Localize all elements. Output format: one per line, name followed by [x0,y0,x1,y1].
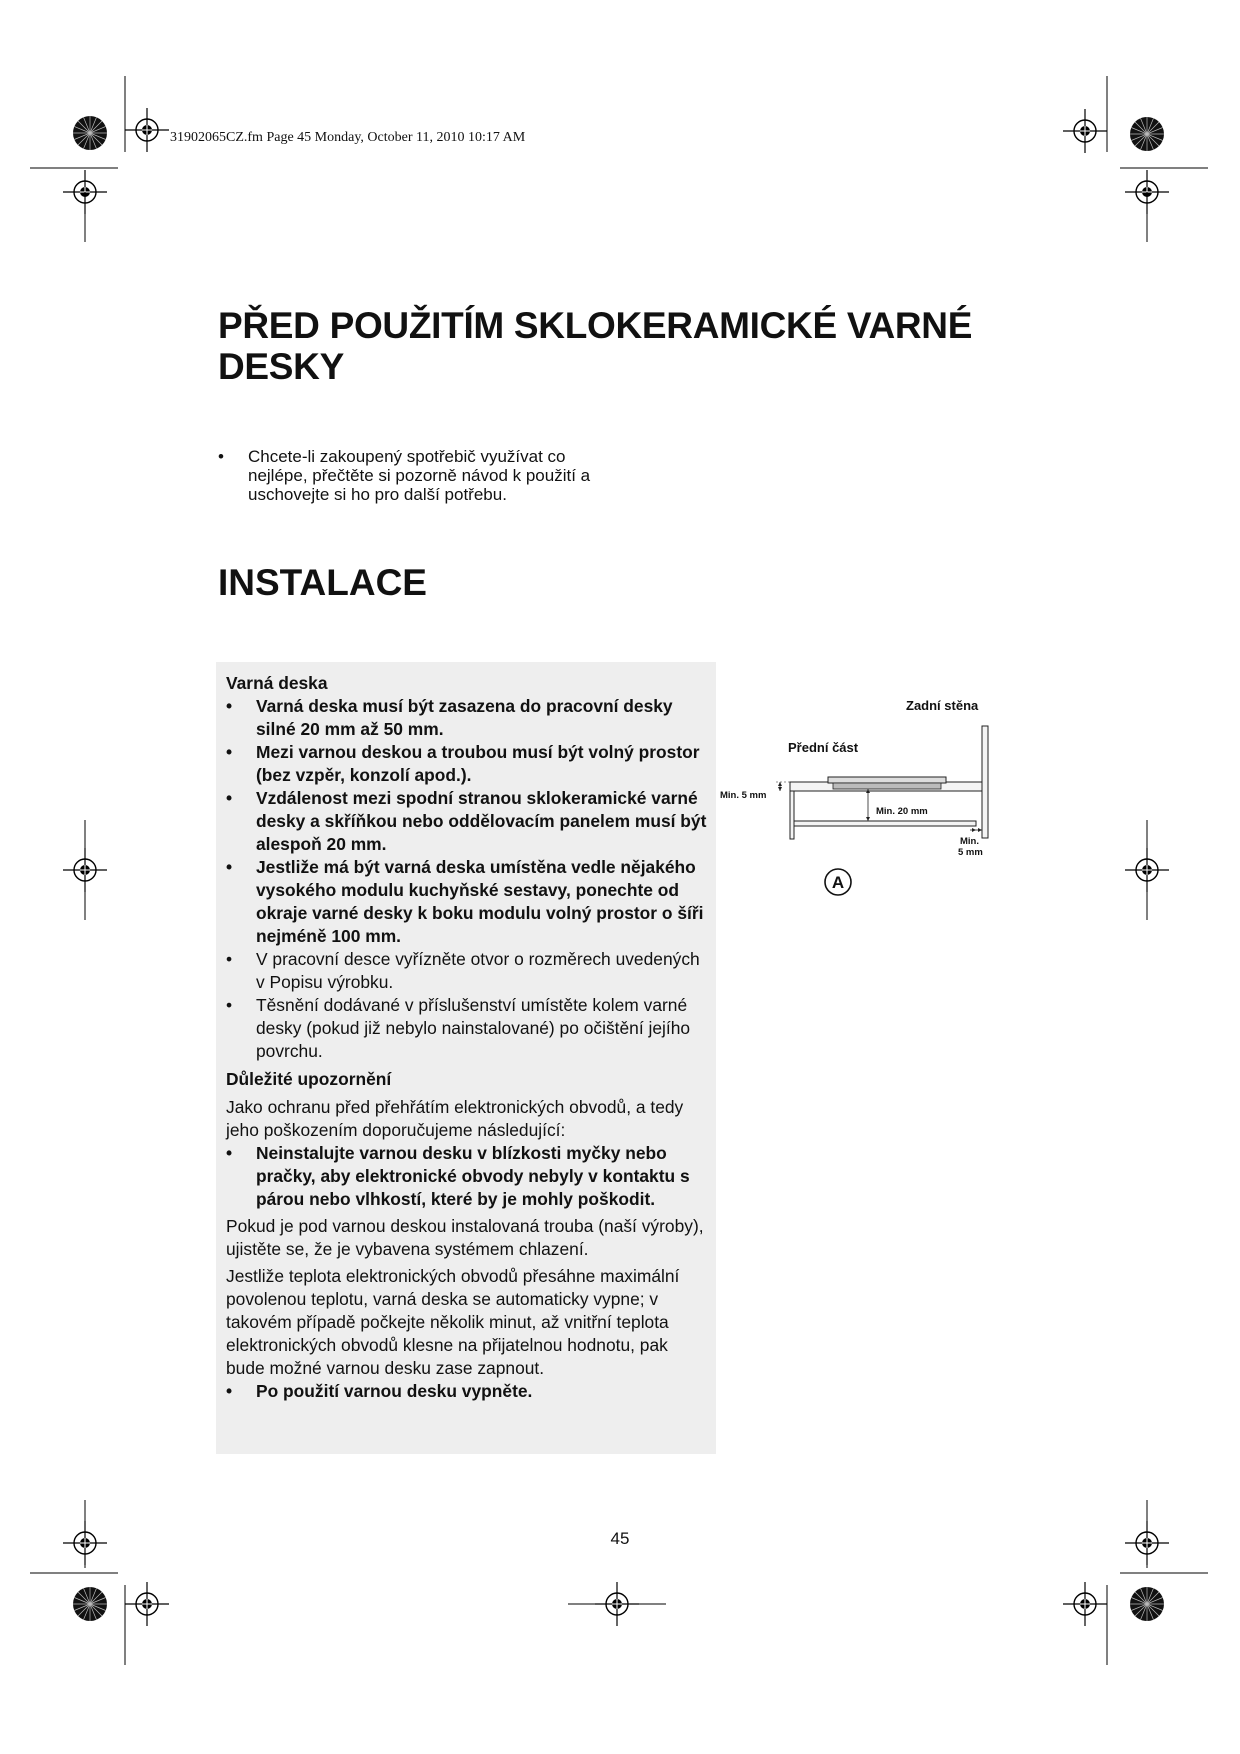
installation-diagram [720,690,1020,905]
list-item: • Neinstalujte varnou desku v blízkosti myčky nebo pračky, aby elektronické obvody nebyly v kontaktu s párou nebo vlhkostí, které by je mohly poškodit. [226,1143,690,1209]
instructions-box [216,662,716,1454]
final-list [226,1380,711,1403]
list-item: • Varná deska musí být zasazena do pracovní desky silné 20 mm až 50 mm. [226,696,673,739]
page-number: 45 [610,1529,630,1548]
list-item: • Po použití varnou desku vypněte. [226,1381,533,1401]
paragraph-oven-cooling: Pokud je pod varnou deskou instalovaná trouba (naší výroby), ujistěte se, že je vybavena systémem chlazení. [226,1216,704,1259]
bold-requirements-list [226,695,711,948]
cabinet-side [790,791,794,839]
heading-important-notice: Důležité upozornění [226,1069,392,1089]
separator-panel [794,821,976,826]
paragraph-protection: Jako ochranu před přehřátím elektronických obvodů, a tedy jeho poškozením doporučujeme následující: [226,1097,684,1140]
intro-bullet [218,447,618,504]
instructions-content [226,672,711,1403]
page-title: PŘED POUŽITÍM SKLOKERAMICKÉ VARNÉ DESKY [218,305,973,387]
label-min5-left: Min. 5 mm [720,790,767,801]
label-front: Přední část [788,740,859,755]
list-item: • Mezi varnou deskou a troubou musí být volný prostor (bez vzpěr, konzolí apod.). [226,742,700,785]
label-min-right-b: 5 mm [958,847,983,858]
hob-body [833,783,941,789]
file-info-header: 31902065CZ.fm Page 45 Monday, October 11, 2010 10:17 AM [170,130,526,145]
list-item: • Vzdálenost mezi spodní stranou sklokeramické varné desky a skříňkou nebo oddělovacím panelem musí být alespoň 20 mm. [226,788,707,854]
label-back-wall: Zadní stěna [906,698,979,713]
bullet-marker: • [218,447,224,466]
label-min-right-a: Min. [960,836,979,847]
intro-text: Chcete-li zakoupený spotřebič využívat co nejlépe, přečtěte si pozorně návod k použití a uschovejte si ho pro další potřebu. [248,447,591,504]
steps-list [226,948,711,1063]
section-title-installation: INSTALACE [218,562,427,603]
list-item: • Jestliže má být varná deska umístěna vedle nějakého vysokého modulu kuchyňské sestavy, ponechte od okraje varné desky k boku modulu volný prostor o šíři nejméně 100 mm. [226,857,704,946]
back-wall [982,726,988,838]
figure-label-a: A [831,873,845,892]
hob-glass [828,777,946,783]
heading-hob: Varná deska [226,673,328,693]
list-item: • V pracovní desce vyřízněte otvor o rozměrech uvedených v Popisu výrobku. [226,949,700,992]
paragraph-overheat: Jestliže teplota elektronických obvodů přesáhne maximální povolenou teplotu, varná deska se automaticky vypne; v takovém případě počkejte několik minut, až vnitřní teplota elektronických obvodů klesne na přijatelnou hodnotu, pak bude možné varnou desku zase zapnout. [226,1266,680,1378]
list-item: • Těsnění dodávané v příslušenství umístěte kolem varné desky (pokud již nebylo nainstalované) po očištění jejího povrchu. [226,995,691,1061]
warning-list [226,1142,711,1211]
label-min20: Min. 20 mm [876,806,928,817]
